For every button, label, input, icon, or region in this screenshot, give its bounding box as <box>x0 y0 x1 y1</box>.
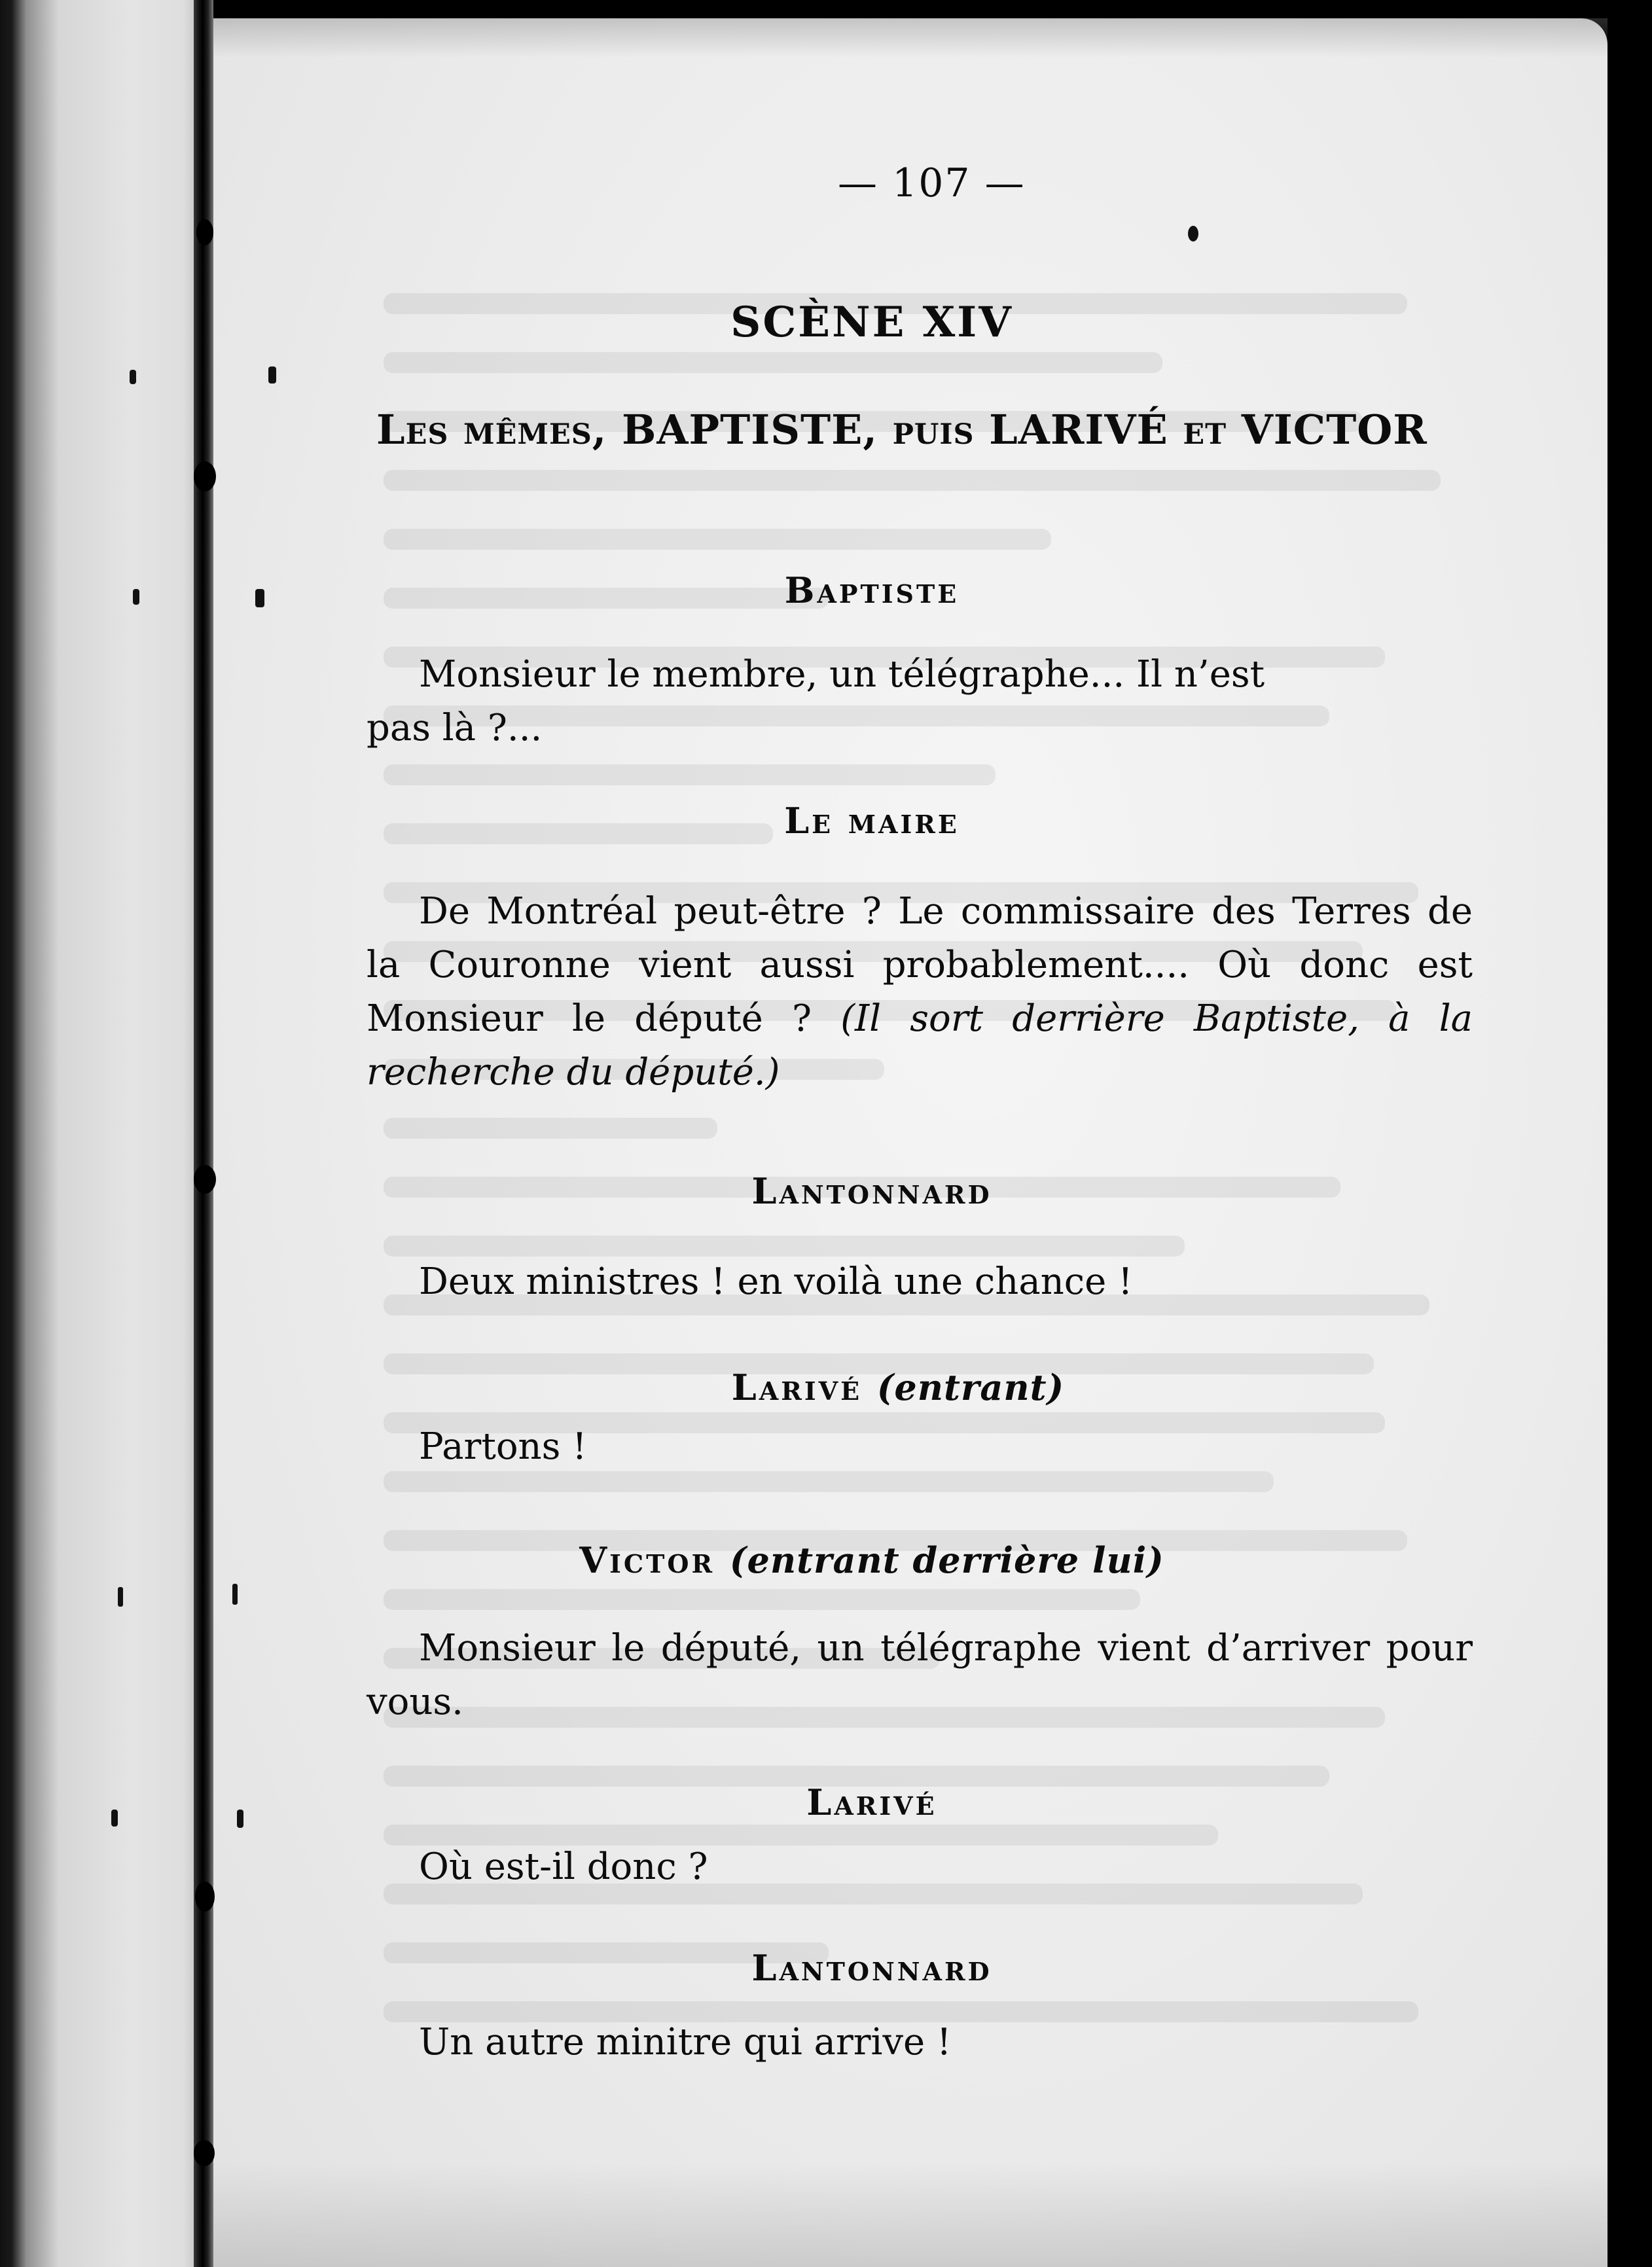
dialogue-line <box>367 1255 1473 1309</box>
page-shadow-top <box>213 18 1607 58</box>
speaker-label: Victor <box>579 1539 715 1581</box>
speaker-name <box>0 1781 1652 1823</box>
dialogue-line-1: Monsieur le membre, un télégraphe... Il n’est <box>419 653 1265 696</box>
dialogue-text: Un autre minitre qui arrive ! <box>419 2021 952 2063</box>
speaker-name <box>0 569 1652 611</box>
page-number: — 107 — <box>838 160 1026 206</box>
dialogue-line <box>367 1840 1473 1894</box>
binding-mark <box>194 461 216 491</box>
speaker-name <box>0 800 1652 842</box>
speaker-label: Larivé <box>731 1366 863 1408</box>
dialogue-line-2: pas là ?... <box>367 707 543 749</box>
speaker-label: Larivé <box>806 1781 937 1823</box>
scene-title: SCÈNE XIV <box>730 298 1013 347</box>
binding-mark <box>195 1882 215 1912</box>
speaker-name <box>0 1366 1652 1408</box>
speaker-direction: (entrant) <box>876 1366 1065 1408</box>
dialogue-line <box>367 1622 1473 1729</box>
dialogue-line <box>367 1420 1473 1474</box>
speaker-name <box>0 1947 1652 1989</box>
cast-list: Les mêmes, BAPTISTE, puis LARIVÉ et VICTOR <box>376 406 1428 454</box>
book-page <box>213 18 1607 2267</box>
speaker-direction: (entrant derrière lui) <box>729 1539 1164 1581</box>
speaker-name <box>0 1539 1652 1581</box>
dialogue-text: Où est-il donc ? <box>419 1846 708 1888</box>
dialogue-text: De Montréal peut-être ? Le commissaire des Terres de la Couronne vient aussi probablement.... Où donc est Monsieur le député ? <box>367 890 1473 1040</box>
dialogue-line <box>367 2016 1473 2069</box>
punch-mark <box>232 1584 238 1605</box>
dialogue-text: Deux ministres ! en voilà une chance ! <box>419 1260 1133 1303</box>
dialogue-text: Partons ! <box>419 1425 587 1468</box>
dialogue-line <box>367 885 1473 1099</box>
punch-mark <box>268 366 276 384</box>
speaker-label: Lantonnard <box>751 1170 992 1212</box>
speaker-label: Lantonnard <box>751 1947 992 1989</box>
speaker-label: Le maire <box>784 800 960 842</box>
speaker-name <box>0 1170 1652 1212</box>
page-shadow-bottom <box>213 2162 1607 2267</box>
punch-mark <box>118 1587 123 1607</box>
binding-mark <box>196 219 213 245</box>
speaker-label: Baptiste <box>784 569 960 611</box>
dialogue-line <box>367 648 1473 755</box>
dialogue-text: Monsieur le député, un télégraphe vient d’arriver pour vous. <box>367 1627 1473 1723</box>
stage-direction: (Il sort derrière Baptiste, à la recherche du député.) <box>367 997 1473 1094</box>
punch-mark <box>130 370 136 384</box>
ink-speck <box>1188 226 1198 241</box>
binding-mark <box>194 2140 215 2166</box>
